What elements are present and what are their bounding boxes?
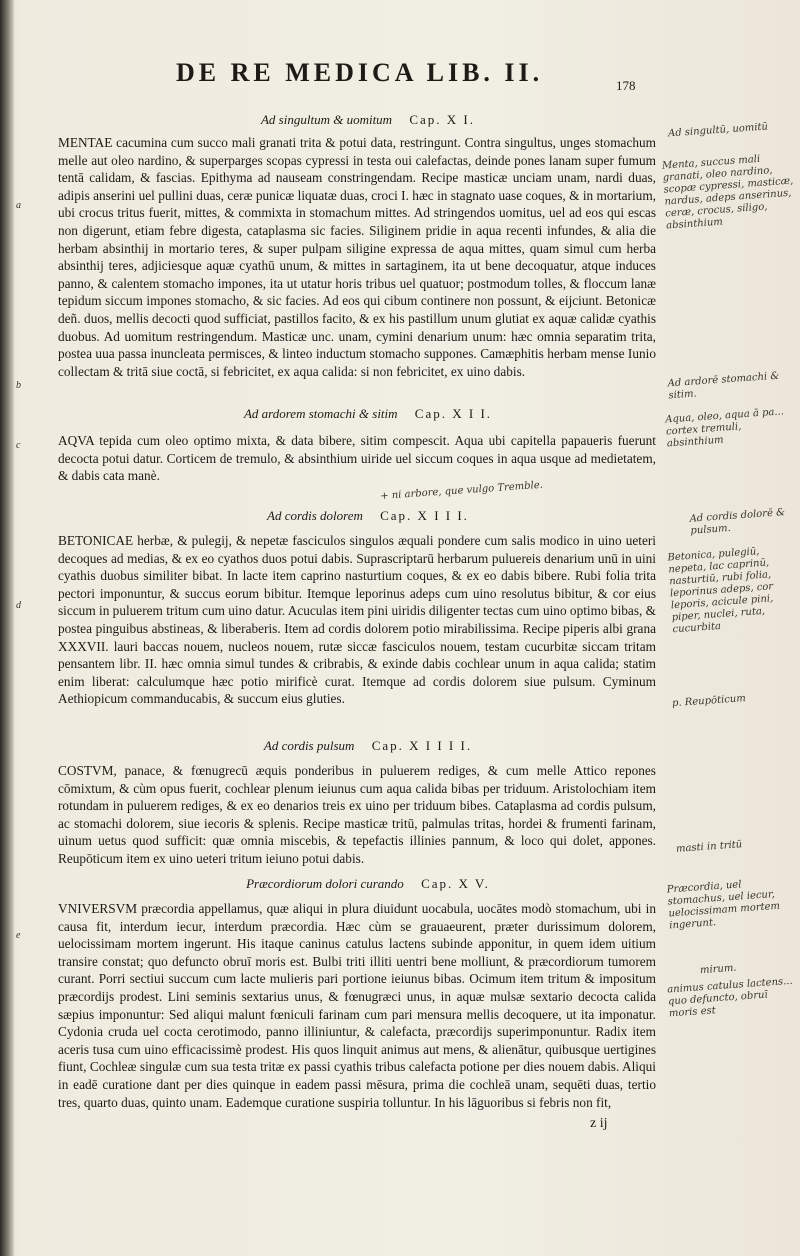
margin-note: mirum. bbox=[699, 962, 737, 977]
chapter-heading-13 bbox=[58, 508, 678, 524]
running-head: DE RE MEDICA LIB. II. bbox=[176, 58, 544, 87]
margin-note: Ad ardorē stomachi & sitim. bbox=[667, 370, 780, 402]
margin-note: Betonica, pulegiū, nepeta, lac caprinū, nasturtiū, rubi folia, leporinus adeps, cor leporis, acicule pini, piper, nuclei, ruta, cucurbita bbox=[667, 546, 774, 636]
chapter-paragraph-12: AQVA tepida cum oleo optimo mixta, & data bibere, sitim compescit. Aqua ubi capitella papaueris fuerunt decocta potui datur. Corticem de tremulo, & absinthium uiride uel siccum coques in aqua usque ad medietatem, & dabis cata manè. bbox=[58, 433, 656, 484]
book-gutter bbox=[0, 0, 14, 1256]
chapter-heading-12 bbox=[58, 406, 678, 422]
signature-mark: z ij bbox=[590, 1116, 608, 1131]
chapter-number: Cap. X I I I I. bbox=[371, 738, 473, 753]
margin-note: Menta, succus mali granati, oleo nardino, scopæ cypressi, masticæ, nardus, adeps anserinus, ceræ, crocus, siligo, absinthium bbox=[661, 153, 794, 232]
margin-note: Ad cordis dolorē & pulsum. bbox=[689, 507, 786, 537]
margin-note: Aqua, oleo, aqua ā pa... cortex tremuli, absinthium bbox=[664, 406, 785, 450]
margin-note: Ad singultū, uomitū bbox=[667, 121, 769, 140]
chapter-heading-15 bbox=[58, 876, 678, 892]
chapter-title: Ad cordis pulsum bbox=[263, 738, 355, 753]
chapter-heading-11 bbox=[58, 112, 678, 128]
chapter-title: Ad ardorem stomachi & sitim bbox=[243, 406, 398, 421]
left-margin-mark: e bbox=[16, 930, 21, 941]
margin-note: + ni arbore, que vulgo Tremble. bbox=[379, 479, 544, 503]
chapter-heading-14 bbox=[58, 738, 678, 754]
chapter-paragraph-14: COSTVM, panace, & fœnugrecū æquis ponderibus in puluerem rediges, & cum melle Attico repones cōmixtum, & cùm opus fuerit, cochlear plenum ieiunus cum aqua calida bibas per triduum. Aristolochiam item rotundam in puluerem rediges, & ex eo denarios treis ex uino per triduum bibes. Cataplasma ad cordis pulsum, ac stomachi dolorem, siue iecoris & splenis. Recipe masticæ tritū, palmulas tritas, hordei & frumenti farinam, uinum uetus quod sufficit: quæ omnia miscebis, & tepefactis illinies pannum, & loco qui dolet, appones. Reupōticum item ex uino ueteri tritum ieiuno potui dabis. bbox=[58, 763, 656, 866]
left-margin-mark: c bbox=[16, 440, 21, 451]
chapter-number: Cap. X I. bbox=[409, 112, 475, 127]
chapter-paragraph-11: MENTAE cacumina cum succo mali granati trita & potui data, restringunt. Contra singultus, unges stomachum melle aut oleo nardino, & superparges scopas cypressi in testa oui calefactas, deinde pones lanam super fumum tentā calidam, & fascias. Epithyma ad nauseam constringendam. Recipe masticæ unciam unam, nardi duas, adipis anserini uel pullini duas, ceræ punicæ liquatæ duas, croci I. hæc in stagnato uase coques, & in mortarium, ubi crocus tritus fuerit, mittes, & commixta in stomachum mittes. Ad stringendos uomitus, uel ad eos qui escas non digerunt, etiam febre digesta, cataplasma sic facies. Siliginem pridie in aqua recenti infundes, & alia die herbam absinthij in mortario teres, & super pulpam siligine expressa de aqua mittes, quam simul cum herba absinthij teres, adjiciesque aquæ cyathū unum, & mittes in sartaginem, ita ut bene decoquatur, atque induces panno, & calentem stomacho impones, ita ut utatur horis tribus uel quatuor; postmodum tolles, & floccum lanæ tepidum siccum impones stomacho, & sic facies. Ad eos qui cibum continere non possunt, & eijciunt. Betonicæ deñ. duos, mellis decocti quod sufficiat, pastillos facito, & ex his pastillum unum glutiat ex aquæ calidæ cyathis duobus. Ad uomitum restringendum. Masticæ unc. unam, cymini denarium unum: hæc omnia separatim trita, postea uua passa inuncleata permisces, & linteo inductum stomacho suppones. Camæphitis herbam mense Iunio collectam & tritā siue coctā, si febricitet, ex aqua calida: si non febricitet, ex uino dabis. bbox=[58, 135, 656, 379]
chapter-paragraph-13: BETONICAE herbæ, & pulegij, & nepetæ fasciculos singulos æquali pondere cum salis modico in uino ueteri decoques ad medias, & ex eo cyathos duos potui dabis. Suprascriptarū herbarum puluereis denarium unū in uini cyathis duobus similiter bibat. In lacte item caprino nasturtium coques, & ex eo dabis bibere. Rubi folia trita pectori imponuntur, & succus eorum bibitur. Itemque leporinus adeps cum uino resolutus bibitur, & cor eius siccum in puluerem tritum cum uino datur. Acuculas item pini uiridis diligenter tectas cum uino optimo bibas, & postea pinguibus abstineas, & liberaberis. Item ad cordis dolorem potio mirabilissima. Recipe piperis albi grana XXXVII. lauri baccas nouem, nucleos nouem, rutæ siccæ fasciculos nouem, testam cucurbitæ siccam tritam pensantem libr. II. hæc omnia simul tundes & cribrabis, & exinde dabis cochlear unum in aqua calida; statim enim liberat: calculumque hæc potio mirificè curat. Itemque ad cordis dolorem siue pulsum. Cyminum Aethiopicum commanducabis, & succum eius gluties. bbox=[58, 533, 656, 707]
margin-note: animus catulus lactens... quo defuncto, obruī moris est bbox=[666, 975, 793, 1020]
left-margin-mark: b bbox=[16, 380, 21, 391]
folio-number: 178 bbox=[616, 78, 636, 93]
margin-note: p. Reupōticum bbox=[671, 693, 747, 710]
chapter-number: Cap. X I I I. bbox=[380, 508, 469, 523]
left-margin-mark: d bbox=[16, 600, 21, 611]
margin-note: Præcordia, uel stomachus, uel iecur, uelocissimam mortem ingerunt. bbox=[666, 879, 781, 932]
chapter-number: Cap. X I I. bbox=[414, 406, 493, 421]
left-margin-mark: a bbox=[16, 200, 21, 211]
chapter-paragraph-15: VNIVERSVM præcordia appellamus, quæ aliqui in plura diuidunt uocabula, uocātes modò stomachum, ubi in causa fit, interdum iecur, interdum præcordia. Hæc cùm se grauaeurent, præter durissimum dolorem, uelocissimam mortem ingerunt. His itaque caninus catulus lactens subinde apponitur, in quem idem uitium transire constat; quo defuncto obruī moris est. Bulbi triti illiti uentri bene molliunt, & præcordiorum tumorem curant. Porri sectiui succum cum lacte mulieris pari portione ieiunus bibas. Ocimum item tritum & impositum præcordijs prodest. Lini seminis sextarius unus, & fœnugræci unus, in aquæ mulsæ sextario decocta calida sæpius imponuntur: Sed aliqui malunt fœniculi farinam cum pari mensura mellis decoquere, ut ita imponatur. Cydonia cruda uel cocta cerotimodo, panno illiniuntur, & calefacta, præcordijs superimponuntur. Radix item aceris tusa cum uino efficacissimè prodest. His quos linquit animus aut mens, & alienātur, quibusque uertigines fiunt, Cochleæ singulæ cum sua testa tritæ ex passi cyathis tribus calefacta potione per dies nouem dabis. Aliqui in eadē curatione dant per dies quinque in eadem passi mēsura, prima die cochleā unam, sequēti duas, tertio tres, quarto duas, quinto unam. Eademque curatione suspiria tolluntur. In his lāguoribus si febris non fit, bbox=[58, 901, 656, 1110]
chapter-title: Præcordiorum dolori curando bbox=[246, 876, 404, 891]
margin-note: masti in tritū bbox=[675, 839, 743, 855]
chapter-title: Ad singultum & uomitum bbox=[260, 112, 393, 127]
chapter-title: Ad cordis dolorem bbox=[267, 508, 363, 523]
chapter-number: Cap. X V. bbox=[421, 876, 490, 891]
